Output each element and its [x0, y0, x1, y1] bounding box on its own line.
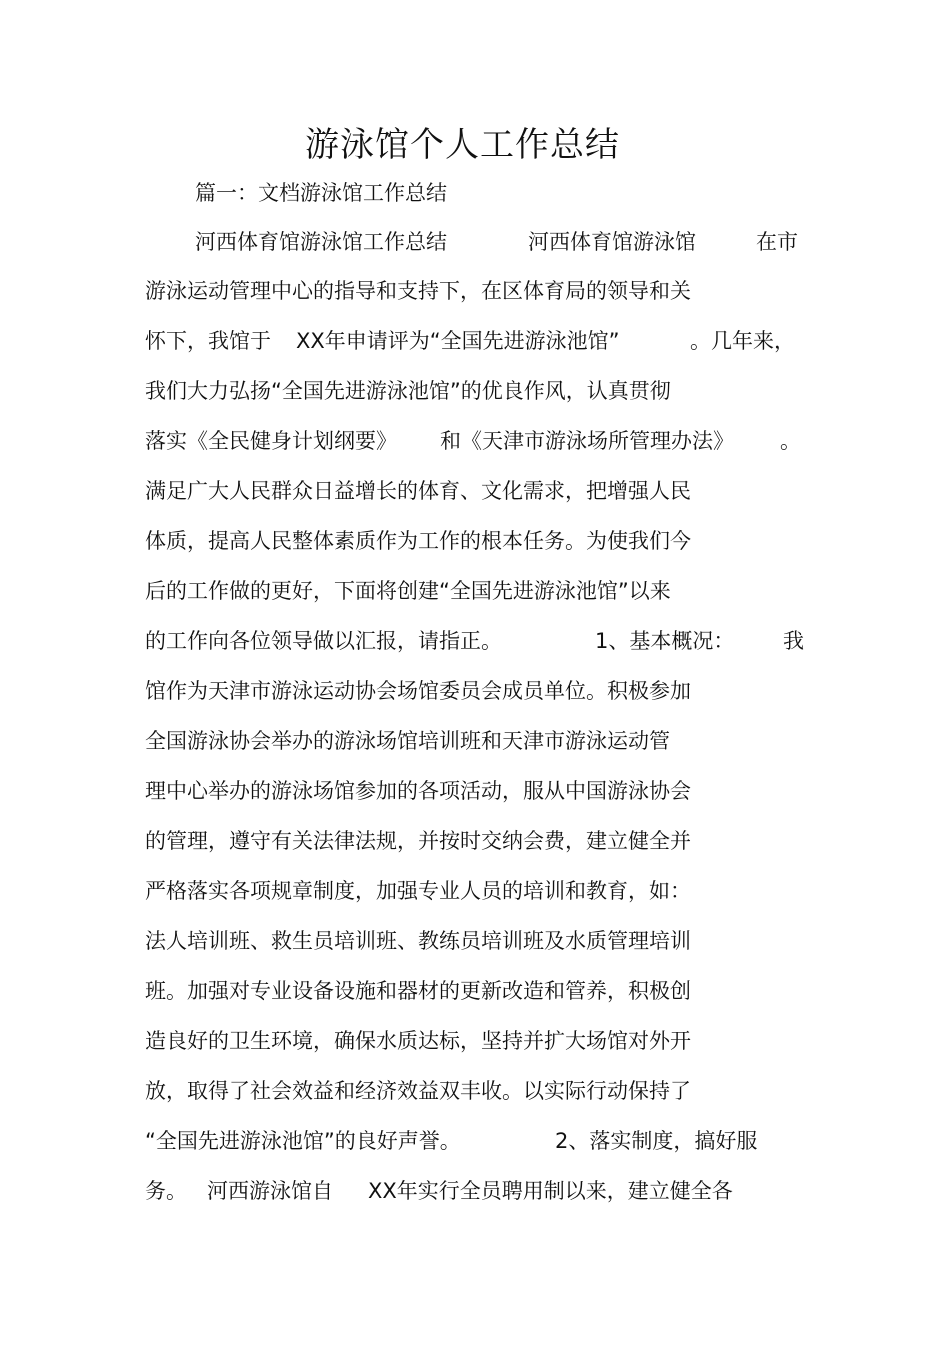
body-line [0, 1176, 950, 1206]
body-text-segment: 满足广大人民群众日益增长的体育、文化需求，把增强人民 [145, 479, 691, 503]
body-line [0, 826, 950, 856]
body-text-segment: 的工作向各位领导做以汇报，请指正。 [145, 629, 502, 653]
body-text-segment: 馆作为天津市游泳运动协会场馆委员会成员单位。积极参加 [145, 679, 691, 703]
body-text-segment: 河西游泳馆自 [207, 1179, 333, 1203]
body-text-segment: XX年实行全员聘用制以来，建立健全各 [368, 1179, 733, 1203]
body-text-segment: 河西体育馆游泳馆工作总结 [195, 230, 447, 254]
body-line [0, 1076, 950, 1106]
body-text-segment: 1、基本概况： [595, 629, 735, 653]
body-text-segment: “全国先进游泳池馆”的良好声誉。 [145, 1129, 461, 1153]
body-text-segment: 和《天津市游泳场所管理办法》 [440, 429, 734, 453]
body-text-segment: 我们大力弘扬“全国先进游泳池馆”的优良作风，认真贯彻 [145, 379, 671, 403]
body-line [0, 576, 950, 606]
body-line [0, 926, 950, 956]
document-title: 游泳馆个人工作总结 [305, 125, 620, 165]
body-text-segment: 放，取得了社会效益和经济效益双丰收。以实际行动保持了 [145, 1079, 691, 1103]
body-text-segment: 全国游泳协会举办的游泳场馆培训班和天津市游泳运动管 [145, 729, 670, 753]
body-line [0, 326, 950, 356]
body-line [0, 876, 950, 906]
body-text-segment: 法人培训班、救生员培训班、教练员培训班及水质管理培训 [145, 929, 691, 953]
body-text-segment: 游泳运动管理中心的指导和支持下，在区体育局的领导和关 [145, 279, 691, 303]
body-line [0, 1126, 950, 1156]
body-line [0, 676, 950, 706]
body-text-segment: 。几年来， [690, 329, 795, 353]
body-text-segment: 严格落实各项规章制度，加强专业人员的培训和教育，如： [145, 879, 691, 903]
body-text-segment: 河西体育馆游泳馆 [528, 230, 696, 254]
body-text-segment: 的管理，遵守有关法律法规，并按时交纳会费，建立健全并 [145, 829, 691, 853]
body-line [0, 1026, 950, 1056]
body-line [0, 376, 950, 406]
body-text-segment: 理中心举办的游泳场馆参加的各项活动，服从中国游泳协会 [145, 779, 691, 803]
body-line [0, 276, 950, 306]
document-subtitle: 篇一：文档游泳馆工作总结 [195, 181, 447, 205]
body-line [0, 976, 950, 1006]
body-line [0, 726, 950, 756]
body-text-segment: 2、落实制度，搞好服 [555, 1129, 758, 1153]
body-text-segment: 我 [783, 629, 804, 653]
body-text-segment: 后的工作做的更好，下面将创建“全国先进游泳池馆”以来 [145, 579, 671, 603]
body-text-segment: 落实《全民健身计划纲要》 [145, 429, 397, 453]
body-text-segment: 在市 [756, 230, 798, 254]
body-line [0, 776, 950, 806]
body-text-segment: 体质，提高人民整体素质作为工作的根本任务。为使我们今 [145, 529, 691, 553]
body-text-segment: 班。加强对专业设备设施和器材的更新改造和管养，积极创 [145, 979, 691, 1003]
body-text-segment: 。 [780, 429, 801, 453]
body-line [0, 426, 950, 456]
body-line [0, 526, 950, 556]
body-text-segment: 造良好的卫生环境，确保水质达标，坚持并扩大场馆对外开 [145, 1029, 691, 1053]
body-text-segment: XX年申请评为“全国先进游泳池馆” [296, 329, 620, 353]
body-text-segment: 怀下，我馆于 [145, 329, 271, 353]
body-text-segment: 务。 [145, 1179, 187, 1203]
body-line [0, 626, 950, 656]
body-line [0, 476, 950, 506]
body-line [0, 227, 950, 257]
